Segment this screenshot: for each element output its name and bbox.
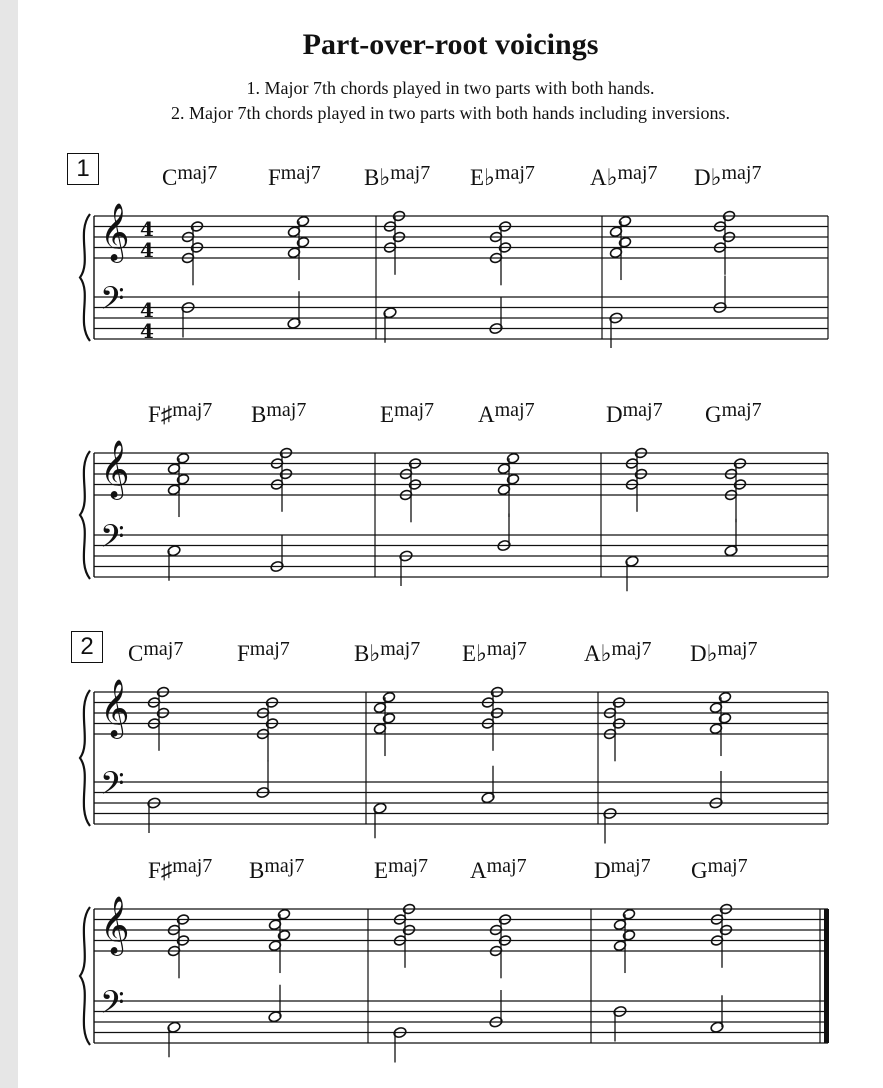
chord-root: F xyxy=(237,641,250,666)
chord-symbol xyxy=(462,638,527,667)
chord-root: D xyxy=(594,858,611,883)
chord-quality: maj7 xyxy=(264,855,305,877)
chord-quality: maj7 xyxy=(721,399,762,421)
chord-root: G xyxy=(705,402,722,427)
chord-symbol xyxy=(690,638,758,667)
chord-root: C xyxy=(128,641,144,666)
chord-notes xyxy=(709,691,732,809)
chord-quality: maj7 xyxy=(172,399,213,421)
time-signature-beats: 4 xyxy=(140,297,154,322)
chord-quality: maj7 xyxy=(610,855,651,877)
chord-symbol xyxy=(148,399,213,428)
chord-root: E xyxy=(380,402,395,427)
chord-quality: maj7 xyxy=(380,638,421,660)
chord-symbol xyxy=(584,638,652,667)
treble-note xyxy=(718,691,731,703)
chord-symbol xyxy=(594,855,651,884)
chord-root: B♭ xyxy=(364,165,391,190)
chord-symbol xyxy=(606,399,663,428)
chord-root: E♭ xyxy=(462,641,487,666)
chord-notes xyxy=(713,210,736,314)
chord-notes xyxy=(268,908,291,1023)
chord-root: F♯ xyxy=(148,858,173,883)
chord-quality: maj7 xyxy=(394,399,435,421)
chord-symbol xyxy=(128,638,184,667)
chord-root: B xyxy=(251,402,267,427)
treble-clef: 𝄞 xyxy=(100,439,130,498)
chord-notes xyxy=(383,210,406,343)
chord-symbol xyxy=(380,399,435,428)
chord-notes xyxy=(181,221,204,338)
time-signature-beats: 4 xyxy=(140,216,154,241)
brace xyxy=(80,690,90,826)
chord-symbol xyxy=(162,162,218,191)
treble-clef: 𝄞 xyxy=(100,202,130,261)
chord-root: D♭ xyxy=(694,165,722,190)
time-signature-beat-type: 4 xyxy=(140,318,154,343)
treble-note xyxy=(506,452,519,464)
chord-root: E xyxy=(374,858,389,883)
chord-quality: maj7 xyxy=(177,162,218,184)
system-1 xyxy=(80,203,828,349)
chord-root: A♭ xyxy=(584,641,612,666)
chord-root: D♭ xyxy=(690,641,718,666)
chord-quality: maj7 xyxy=(486,855,527,877)
treble-note xyxy=(176,473,189,485)
chord-quality: maj7 xyxy=(717,638,758,660)
chord-quality: maj7 xyxy=(622,399,663,421)
instruction-1: 1. Major 7th chords played in two parts with both hands. xyxy=(246,78,655,98)
section-number-1: 1 xyxy=(67,153,99,185)
chord-quality: maj7 xyxy=(721,162,762,184)
brace xyxy=(80,907,90,1045)
chord-notes xyxy=(167,452,190,580)
chord-notes xyxy=(625,447,648,591)
chord-quality: maj7 xyxy=(494,162,535,184)
treble-note xyxy=(622,908,635,920)
chord-symbol xyxy=(249,855,305,884)
chord-notes xyxy=(393,903,416,1062)
chord-notes xyxy=(497,452,520,551)
bass-clef: 𝄢 xyxy=(100,517,125,562)
chord-quality: maj7 xyxy=(486,638,527,660)
chord-symbol xyxy=(237,638,290,667)
chord-root: A xyxy=(478,402,495,427)
bass-clef: 𝄢 xyxy=(100,983,125,1028)
system-3 xyxy=(80,679,828,844)
chord-symbol xyxy=(705,399,762,428)
chord-root: F xyxy=(268,165,281,190)
instruction-2: 2. Major 7th chords played in two parts with both hands including inversions. xyxy=(171,103,730,123)
treble-note xyxy=(176,452,189,464)
chord-notes xyxy=(481,686,504,804)
chord-root: C xyxy=(162,165,178,190)
treble-note xyxy=(618,215,631,227)
chord-quality: maj7 xyxy=(249,638,290,660)
chord-symbol xyxy=(694,162,762,191)
chord-symbol xyxy=(251,399,307,428)
chord-quality: maj7 xyxy=(266,399,307,421)
chord-notes xyxy=(724,458,747,557)
chord-root: A xyxy=(470,858,487,883)
chord-root: F♯ xyxy=(148,402,173,427)
time-signature-beat-type: 4 xyxy=(140,237,154,262)
treble-note xyxy=(382,712,395,724)
chord-symbol xyxy=(691,855,748,884)
chord-quality: maj7 xyxy=(143,638,184,660)
chord-notes xyxy=(603,697,626,844)
brace xyxy=(80,451,90,579)
section-number-2: 2 xyxy=(71,631,103,663)
chord-symbol xyxy=(470,855,527,884)
chord-root: B xyxy=(249,858,265,883)
treble-note xyxy=(618,236,631,248)
chord-symbol xyxy=(364,162,431,191)
treble-note xyxy=(622,929,635,941)
chord-quality: maj7 xyxy=(390,162,431,184)
chord-notes xyxy=(147,686,170,833)
chord-quality: maj7 xyxy=(388,855,429,877)
chord-notes xyxy=(167,914,190,1058)
bass-clef: 𝄢 xyxy=(100,279,125,324)
chord-quality: maj7 xyxy=(280,162,321,184)
treble-note xyxy=(277,908,290,920)
chord-symbol xyxy=(478,399,535,428)
chord-symbol xyxy=(148,855,213,884)
chord-symbol xyxy=(354,638,421,667)
treble-clef: 𝄞 xyxy=(100,895,130,954)
chord-root: D xyxy=(606,402,623,427)
treble-note xyxy=(296,236,309,248)
chord-notes xyxy=(256,697,279,799)
chord-root: E♭ xyxy=(470,165,495,190)
chord-notes xyxy=(710,903,733,1033)
chord-quality: maj7 xyxy=(172,855,213,877)
chord-symbol xyxy=(268,162,321,191)
treble-note xyxy=(277,929,290,941)
chord-root: A♭ xyxy=(590,165,618,190)
chord-quality: maj7 xyxy=(617,162,658,184)
chord-root: B♭ xyxy=(354,641,381,666)
treble-note xyxy=(718,712,731,724)
treble-note xyxy=(382,691,395,703)
final-barline-thick xyxy=(824,909,829,1043)
sheet-page xyxy=(18,0,883,1088)
system-4 xyxy=(80,896,829,1063)
treble-note xyxy=(296,215,309,227)
bass-clef: 𝄢 xyxy=(100,764,125,809)
system-2 xyxy=(80,440,828,592)
chord-root: G xyxy=(691,858,708,883)
treble-note xyxy=(506,473,519,485)
chord-symbol xyxy=(470,162,535,191)
brace xyxy=(80,214,90,341)
chord-symbol xyxy=(590,162,658,191)
page-title: Part-over-root voicings xyxy=(302,28,599,61)
treble-clef: 𝄞 xyxy=(100,678,130,737)
chord-quality: maj7 xyxy=(707,855,748,877)
chord-symbol xyxy=(374,855,429,884)
chord-notes xyxy=(287,215,310,329)
chord-notes xyxy=(270,447,293,573)
chord-quality: maj7 xyxy=(611,638,652,660)
chord-quality: maj7 xyxy=(494,399,535,421)
